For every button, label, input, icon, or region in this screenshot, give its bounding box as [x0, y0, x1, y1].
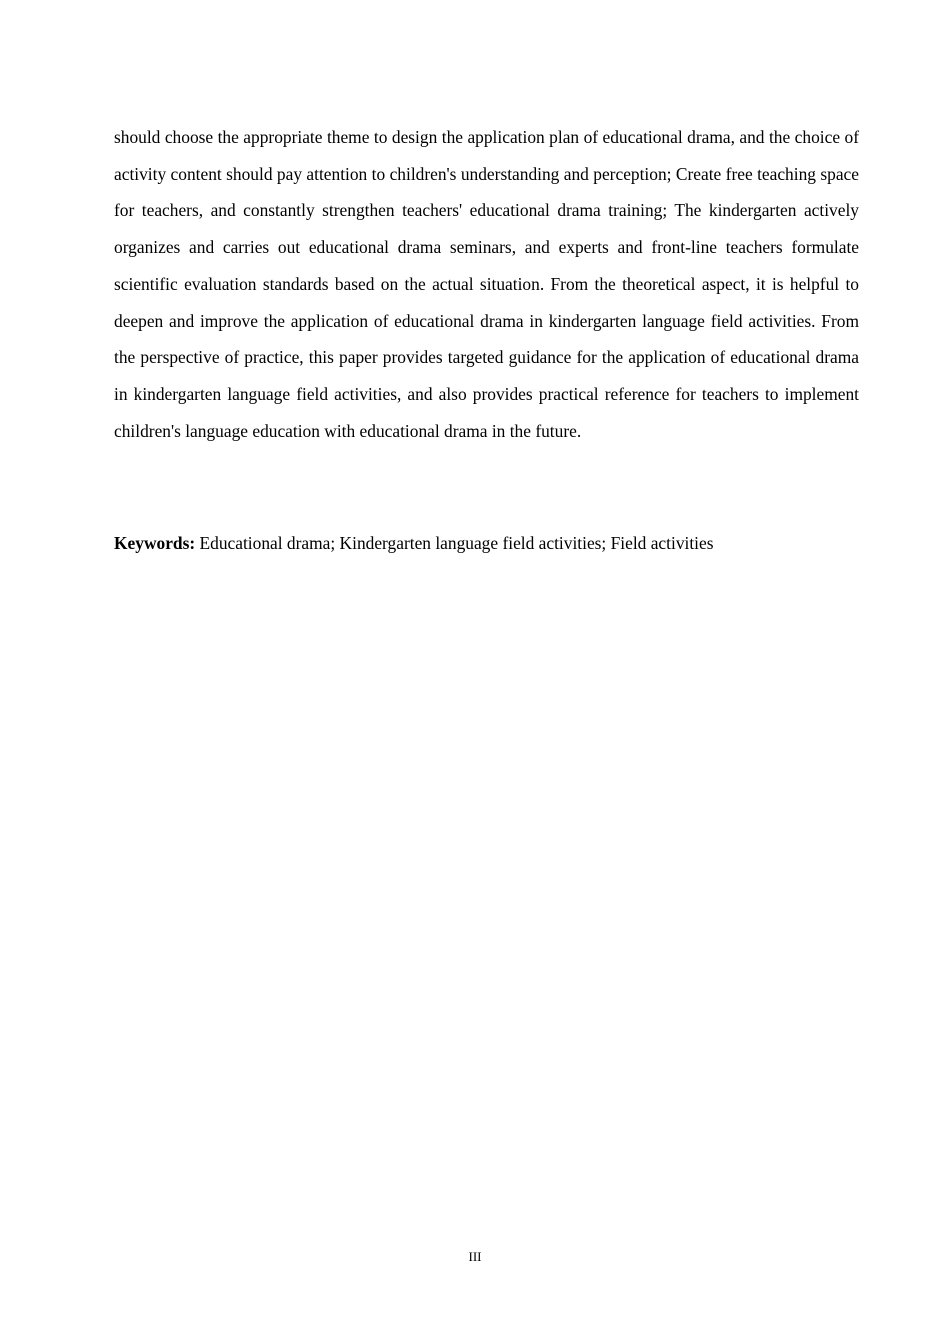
keywords-label: Keywords: — [114, 533, 196, 553]
keywords-line — [114, 525, 859, 561]
keywords-text: Educational drama; Kindergarten language field activities; Field activities — [199, 533, 714, 553]
abstract-paragraph: should choose the appropriate theme to design the application plan of educational drama, and the choice of activity content should pay attention to children's understanding and perception; Create free teaching space for teachers, and constantly strengthen teachers' educational drama training; The kindergarten actively organizes and carries out educational drama seminars, and experts and front-line teachers formulate scientific evaluation standards based on the actual situation. From the theoretical aspect, it is helpful to deepen and improve the application of educational drama in kindergarten language field activities. From the perspective of practice, this paper provides targeted guidance for the application of educational drama in kindergarten language field activities, and also provides practical reference for teachers to implement children's language education with educational drama in the future. — [114, 127, 859, 441]
page-number: III — [468, 1249, 482, 1264]
